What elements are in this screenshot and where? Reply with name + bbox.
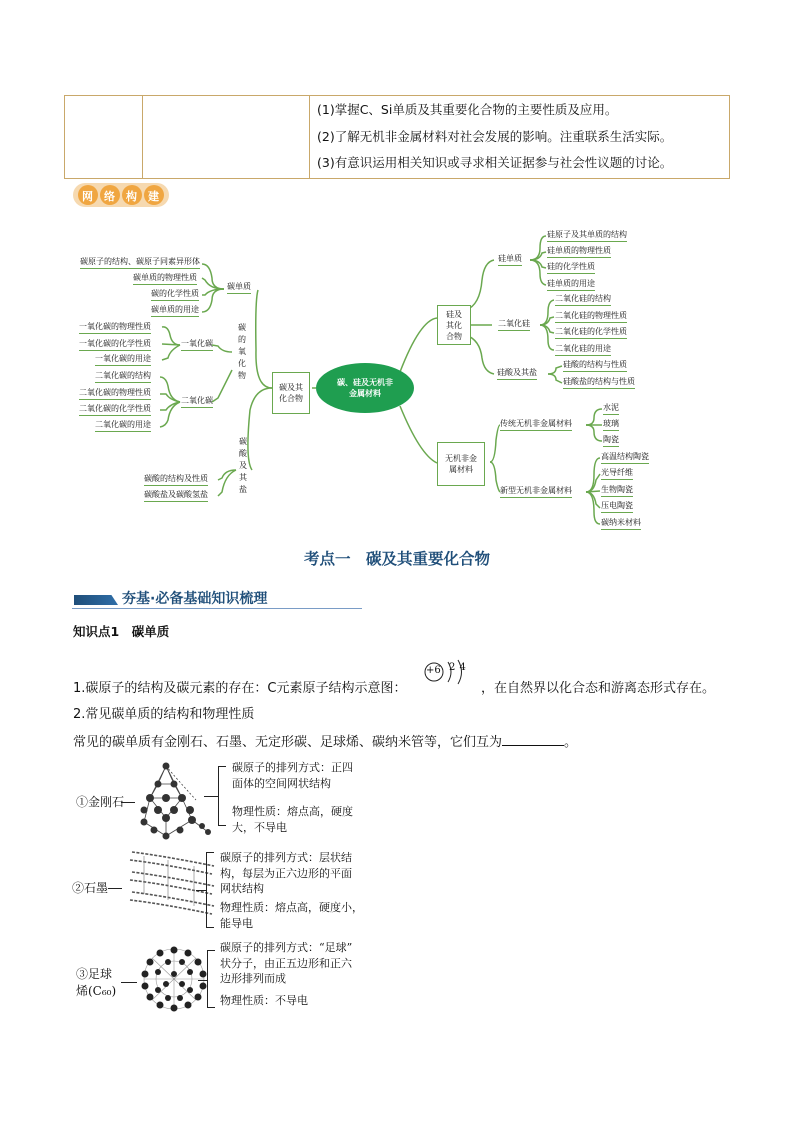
co2-node: 二氧化碳 bbox=[181, 396, 213, 408]
carbon-single-item: 碳的化学性质 bbox=[151, 289, 199, 301]
text-line: 面体的空间网状结构 bbox=[232, 776, 331, 790]
objective-2: (2)了解无机非金属材料对社会发展的影响。注重联系生活实际。 bbox=[317, 129, 673, 144]
co-node: 一氧化碳 bbox=[181, 339, 213, 351]
si-single-item: 硅的化学性质 bbox=[547, 262, 595, 274]
atom-structure-diagram bbox=[424, 658, 474, 686]
text-line: 网状结构 bbox=[220, 882, 264, 895]
c60-bracket bbox=[207, 950, 208, 1008]
co2-item: 二氧化碳的用途 bbox=[95, 420, 151, 432]
text-line: 构，每层为正六边形的平面 bbox=[220, 866, 352, 880]
node-label: 硅及其化合物 bbox=[446, 309, 462, 341]
si-single-item: 硅原子及其单质的结构 bbox=[547, 230, 627, 242]
paragraph-3 bbox=[73, 731, 577, 750]
mindmap-center bbox=[316, 363, 414, 413]
p3-text-before: 常见的碳单质有金刚石、石墨、无定形碳、足球烯、碳纳米管等，它们互为 bbox=[73, 735, 503, 750]
sio2-node: 二氧化硅 bbox=[498, 319, 530, 331]
carbon-single-item: 碳单质的物理性质 bbox=[133, 273, 197, 285]
text-line: 碳原子的排列方式：“足球” bbox=[220, 941, 353, 954]
new-materials-item: 碳纳米材料 bbox=[601, 518, 641, 530]
carbon-compounds-node bbox=[272, 372, 310, 414]
text-line: 边形排列而成 bbox=[220, 972, 286, 985]
sio2-item: 二氧化硅的物理性质 bbox=[555, 311, 627, 323]
traditional-item: 玻璃 bbox=[603, 419, 619, 431]
p1-text-after: ，在自然界以化合态和游离态形式存在。 bbox=[481, 681, 716, 696]
text-line: 物理性质：不导电 bbox=[220, 994, 308, 1007]
co-item: 一氧化碳的化学性质 bbox=[79, 339, 151, 351]
diamond-connector bbox=[121, 802, 135, 803]
carbon-single-item: 碳原子的结构、碳原子同素异形体 bbox=[80, 257, 200, 269]
traditional-item: 水泥 bbox=[603, 403, 619, 415]
graphite-properties bbox=[220, 900, 363, 931]
carbon-single-item: 碳单质的用途 bbox=[151, 305, 199, 317]
objective-3: (3)有意识运用相关知识或寻求相关证据参与社会性议题的讨论。 bbox=[317, 155, 673, 170]
node-label: 无机非金属材料 bbox=[445, 454, 477, 474]
graphite-connector bbox=[108, 888, 122, 889]
silicate-item: 硅酸的结构与性质 bbox=[563, 360, 627, 372]
objective-1: (1)掌握C、Si单质及其重要化合物的主要性质及应用。 bbox=[317, 102, 618, 117]
graphite-arrangement bbox=[220, 850, 352, 897]
badge-char: 络 bbox=[104, 190, 115, 203]
diamond-bracket bbox=[218, 766, 219, 826]
diamond-bracket-stem bbox=[204, 796, 218, 797]
si-single-node: 硅单质 bbox=[498, 254, 522, 266]
text-line: 物理性质：熔点高，硬度小， bbox=[220, 901, 363, 914]
co-item: 一氧化碳的物理性质 bbox=[79, 322, 151, 334]
diamond-properties bbox=[232, 804, 353, 835]
carbonate-item: 碳酸盐及碳酸氢盐 bbox=[144, 490, 208, 502]
traditional-node: 传统无机非金属材料 bbox=[500, 419, 572, 431]
section-heading: 考点一 碳及其重要化合物 bbox=[303, 550, 490, 568]
co-item: 一氧化碳的用途 bbox=[95, 354, 151, 366]
sio2-item: 二氧化硅的用途 bbox=[555, 344, 611, 356]
badge-char: 构 bbox=[126, 190, 137, 203]
silicon-compounds-node bbox=[437, 305, 471, 345]
section-title: 夯基·必备基础知识梳理 bbox=[122, 591, 268, 607]
answer-blank[interactable] bbox=[502, 733, 564, 746]
diamond-label: ①金刚石 bbox=[76, 795, 125, 809]
c60-connector bbox=[121, 982, 137, 983]
badge-char: 网 bbox=[82, 190, 93, 203]
si-single-item: 硅单质的用途 bbox=[547, 279, 595, 291]
c60-properties bbox=[220, 993, 308, 1009]
atom-nucleus: +6 bbox=[426, 665, 441, 676]
c60-arrangement bbox=[220, 940, 352, 987]
paragraph-2: 2.常见碳单质的结构和物理性质 bbox=[73, 707, 255, 722]
diamond-arrangement bbox=[232, 760, 353, 791]
carbonate-item: 碳酸的结构及性质 bbox=[144, 474, 208, 486]
co2-item: 二氧化碳的结构 bbox=[95, 371, 151, 383]
text-line: 碳原子的排列方式：层状结 bbox=[220, 851, 352, 864]
inorganic-materials-node bbox=[437, 442, 485, 486]
badge-char: 建 bbox=[148, 190, 159, 203]
c60-structure-image bbox=[138, 944, 210, 1014]
new-materials-item: 光导纤维 bbox=[601, 468, 633, 480]
new-materials-item: 高温结构陶瓷 bbox=[601, 452, 649, 464]
text-line: ③足球 bbox=[76, 967, 113, 981]
text-line: 物理性质：熔点高，硬度 bbox=[232, 805, 353, 818]
node-label: 碳及其化合物 bbox=[279, 383, 303, 403]
knowledge-point-title: 知识点1 碳单质 bbox=[73, 624, 170, 639]
diamond-structure-image bbox=[136, 760, 216, 842]
carbon-single-node: 碳单质 bbox=[227, 282, 251, 294]
carbon-oxide-node: 碳的氧化物 bbox=[238, 323, 246, 380]
graphite-bracket bbox=[206, 852, 207, 928]
c60-label bbox=[76, 966, 116, 1000]
new-materials-node: 新型无机非金属材料 bbox=[500, 486, 572, 498]
text-line: 烯(C₆₀) bbox=[76, 984, 117, 998]
silicate-item: 硅酸盐的结构与性质 bbox=[563, 377, 635, 389]
new-materials-item: 压电陶瓷 bbox=[601, 501, 633, 513]
p1-text-before: 1.碳原子的结构及碳元素的存在：C元素原子结构示意图： bbox=[73, 681, 407, 696]
text-line: 能导电 bbox=[220, 916, 253, 930]
text-line: 状分子，由正五边形和正六 bbox=[220, 956, 352, 970]
sio2-item: 二氧化硅的结构 bbox=[555, 294, 611, 306]
mindmap-connectors bbox=[0, 0, 794, 540]
sio2-item: 二氧化硅的化学性质 bbox=[555, 327, 627, 339]
section-bar bbox=[72, 588, 362, 609]
si-single-item: 硅单质的物理性质 bbox=[547, 246, 611, 258]
graphite-bracket-stem bbox=[196, 890, 206, 891]
flag-icon bbox=[74, 595, 118, 605]
text-line: 大，不导电 bbox=[232, 820, 287, 834]
traditional-item: 陶瓷 bbox=[603, 435, 619, 447]
text-line: 碳原子的排列方式：正四 bbox=[232, 761, 353, 774]
silicate-node: 硅酸及其盐 bbox=[497, 368, 537, 380]
co2-item: 二氧化碳的物理性质 bbox=[79, 388, 151, 400]
co2-item: 二氧化碳的化学性质 bbox=[79, 404, 151, 416]
new-materials-item: 生物陶瓷 bbox=[601, 485, 633, 497]
p3-text-after: 。 bbox=[564, 735, 578, 750]
atom-shells: 2 4 bbox=[449, 662, 466, 673]
center-label: 碳、硅及无机非金属材料 bbox=[337, 378, 393, 398]
graphite-label: ②石墨 bbox=[72, 881, 109, 895]
c60-bracket-stem bbox=[198, 980, 207, 981]
paragraph-1 bbox=[73, 677, 406, 696]
carbonate-node: 碳酸及其盐 bbox=[239, 437, 247, 494]
